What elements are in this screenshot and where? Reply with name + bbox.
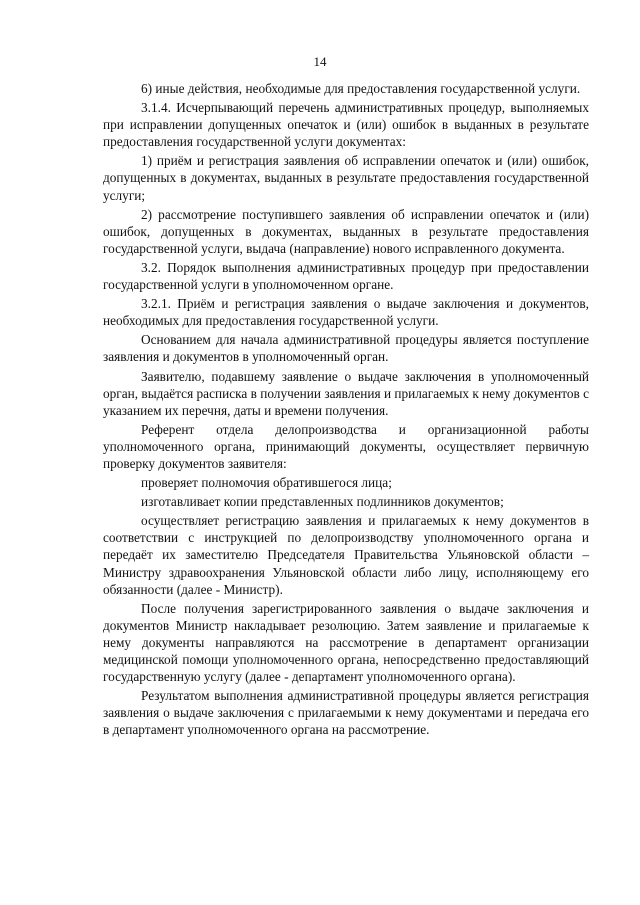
document-body: [103, 80, 589, 740]
paragraph-registration: осуществляет регистрацию заявления и прилагаемых к нему документов в соответствии с инструкцией по делопроизводству уполномоченного органа и передаёт их заместителю Председателя Правительства Ульяновской области – Министру здравоохранения Ульяновской области либо лицу, исполняющему его обязанности (далее - Министр).: [103, 513, 589, 597]
paragraph-basis: Основанием для начала административной процедуры является поступление заявления и документов в уполномоченный орган.: [103, 332, 589, 365]
paragraph-other-actions: 6) иные действия, необходимые для предоставления государственной услуги.: [141, 81, 581, 96]
paragraph-item-1: 1) приём и регистрация заявления об исправлении опечаток и (или) ошибок, допущенных в документах, выданных в результате предоставления государственной услуги;: [103, 153, 589, 203]
paragraph-item-2: 2) рассмотрение поступившего заявления об исправлении опечаток и (или) ошибок, допущенных в документах, выданных в результате предоставления государственной услуги, выдача (направление) нового исправленного документа.: [103, 206, 589, 256]
paragraph-result: Результатом выполнения административной процедуры является регистрация заявления о выдаче заключения с прилагаемыми к нему документами и передача его в департамент уполномоченного органа на рассмотрение.: [103, 688, 589, 738]
scan-artifact: [14, 880, 74, 884]
paragraph-3-2-1: 3.2.1. Приём и регистрация заявления о выдаче заключения и документов, необходимых для предоставления государственной услуги.: [103, 296, 589, 329]
paragraph-referent: Референт отдела делопроизводства и организационной работы уполномоченного органа, принимающий документы, осуществляет первичную проверку документов заявителя:: [103, 421, 589, 471]
paragraph-after-registration: После получения зарегистрированного заявления о выдаче заключения и документов Министр накладывает резолюцию. Затем заявление и прилагаемые к нему документы направляются на рассмотрение в департамент организации медицинской помощи уполномоченного органа, непосредственно предоставляющий государственную услугу (далее - департамент уполномоченного органа).: [103, 600, 589, 685]
paragraph-makes-copies: изготавливает копии представленных подлинников документов;: [141, 494, 504, 510]
paragraph-3-2: 3.2. Порядок выполнения административных процедур при предоставлении государственной услуги в уполномоченном органе.: [103, 259, 589, 293]
paragraph-receipt: Заявителю, подавшему заявление о выдаче заключения в уполномоченный орган, выдаётся расписка в получении заявления и прилагаемых к нему документов с указанием их перечня, даты и времени получения.: [103, 368, 589, 418]
paragraph-3-1-4: 3.1.4. Исчерпывающий перечень административных процедур, выполняемых при исправлении допущенных опечаток и (или) ошибок в выданных в результате предоставления государственной услуги документах:: [103, 100, 589, 150]
page-number: 14: [313, 54, 327, 69]
paragraph-checks-authority: проверяет полномочия обратившегося лица;: [141, 475, 392, 491]
